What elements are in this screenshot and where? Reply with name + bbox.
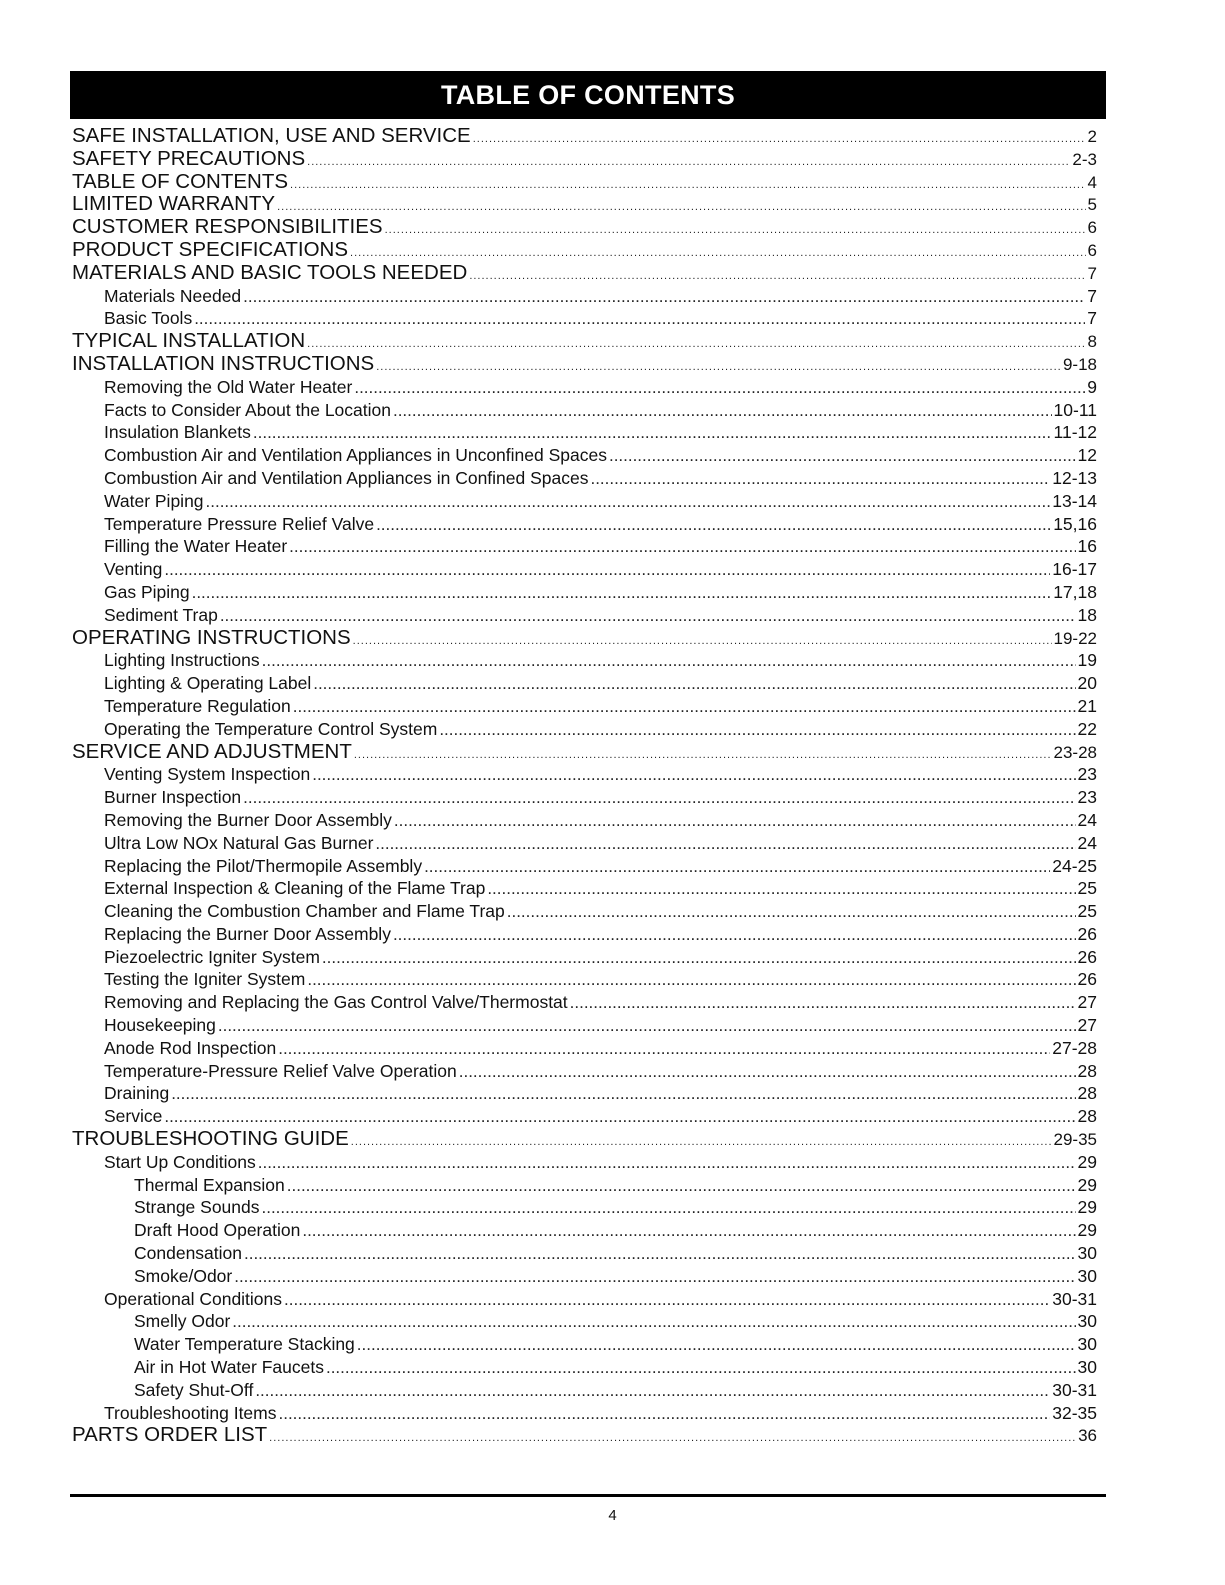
toc-subsection-entry[interactable]	[72, 513, 1097, 536]
dot-leader	[307, 333, 1085, 356]
toc-entry-page: 10-11	[1053, 399, 1097, 420]
toc-entry-title: Strange Sounds	[134, 1197, 260, 1218]
dot-leader	[258, 1152, 1076, 1175]
toc-subsection-entry[interactable]	[72, 581, 1097, 604]
dot-leader	[487, 878, 1075, 901]
toc-subsection-entry[interactable]	[72, 1356, 1097, 1379]
toc-entry-title: Sediment Trap	[104, 604, 218, 625]
toc-entry-title: Start Up Conditions	[104, 1151, 256, 1172]
toc-header	[70, 71, 1106, 119]
toc-section-entry[interactable]	[72, 193, 1097, 216]
toc-entry-title: TROUBLESHOOTING GUIDE	[72, 1127, 349, 1151]
toc-entry-page: 36	[1078, 1426, 1097, 1446]
toc-entry-title: Draft Hood Operation	[134, 1220, 301, 1241]
dot-leader	[357, 1334, 1076, 1357]
toc-entry-title: Safety Shut-Off	[134, 1379, 254, 1400]
dot-leader	[307, 151, 1070, 174]
dot-leader	[164, 559, 1050, 582]
dot-leader	[284, 1289, 1050, 1312]
toc-section-entry[interactable]	[72, 1128, 1097, 1151]
dot-leader	[469, 265, 1085, 288]
toc-entry-page: 29	[1077, 1220, 1097, 1241]
toc-section-entry[interactable]	[72, 148, 1097, 171]
toc-entry-page: 4	[1087, 172, 1097, 192]
dot-leader	[262, 650, 1076, 673]
toc-entry-title: Water Temperature Stacking	[134, 1334, 355, 1355]
toc-entry-page: 18	[1077, 604, 1097, 625]
toc-entry-title: Materials Needed	[104, 285, 242, 306]
toc-entry-page: 6	[1087, 240, 1097, 260]
toc-entry-page: 30-31	[1052, 1379, 1097, 1400]
toc-entry-title: Troubleshooting Items	[104, 1402, 277, 1423]
toc-section-entry[interactable]	[72, 239, 1097, 262]
dot-leader	[243, 286, 1085, 309]
toc-entry-page: 2-3	[1072, 149, 1097, 169]
toc-entry-title: TABLE OF CONTENTS	[72, 169, 289, 193]
dot-leader	[253, 422, 1052, 445]
toc-entry-title: Combustion Air and Ventilation Appliances in Unconfined Spaces	[104, 445, 607, 466]
toc-subsection-entry[interactable]	[72, 558, 1097, 581]
dot-leader	[353, 630, 1052, 653]
toc-subsection-entry[interactable]	[72, 1379, 1097, 1402]
page-number: 4	[608, 1507, 617, 1524]
toc-entry-page: 30	[1077, 1334, 1097, 1355]
toc-entry-title: TYPICAL INSTALLATION	[72, 329, 306, 353]
toc-entry-page: 11-12	[1053, 422, 1097, 443]
dot-leader	[194, 308, 1085, 331]
dot-leader	[507, 901, 1076, 924]
dot-leader	[393, 924, 1076, 947]
footer-divider	[70, 1494, 1106, 1497]
toc-subsection-entry[interactable]	[72, 1288, 1097, 1311]
toc-entry-title: Testing the Igniter System	[104, 969, 306, 990]
toc-entry-page: 9	[1087, 376, 1097, 397]
dot-leader	[287, 1175, 1076, 1198]
toc-subsection-entry[interactable]	[72, 1265, 1097, 1288]
dot-leader	[279, 1403, 1051, 1426]
toc-entry-page: 29	[1077, 1197, 1097, 1218]
toc-entry-page: 30	[1077, 1243, 1097, 1264]
toc-subsection-entry[interactable]	[72, 376, 1097, 399]
toc-title: TABLE OF CONTENTS	[440, 80, 736, 110]
toc-subsection-entry[interactable]	[72, 718, 1097, 741]
dot-leader	[322, 947, 1076, 970]
toc-entry-page: 26	[1077, 969, 1097, 990]
toc-subsection-entry[interactable]	[72, 763, 1097, 786]
toc-entry-page: 30	[1077, 1357, 1097, 1378]
dot-leader	[302, 1220, 1075, 1243]
dot-leader	[376, 514, 1051, 537]
dot-leader	[220, 605, 1076, 628]
toc-entry-page: 12	[1077, 445, 1097, 466]
toc-subsection-entry[interactable]	[72, 421, 1097, 444]
toc-entry-page: 7	[1087, 308, 1097, 329]
dot-leader	[393, 400, 1052, 423]
dot-leader	[394, 810, 1076, 833]
dot-leader	[307, 969, 1075, 992]
toc-entry-title: Gas Piping	[104, 581, 190, 602]
toc-entry-page: 32-35	[1052, 1402, 1097, 1423]
dot-leader	[385, 219, 1086, 242]
toc-subsection-entry[interactable]	[72, 877, 1097, 900]
toc-subsection-entry[interactable]	[72, 1014, 1097, 1037]
dot-leader	[590, 468, 1050, 491]
toc-subsection-entry[interactable]	[72, 786, 1097, 809]
dot-leader	[326, 1357, 1076, 1380]
toc-subsection-entry[interactable]	[72, 1310, 1097, 1333]
toc-entry-title: Smoke/Odor	[134, 1265, 233, 1286]
toc-entry-title: Smelly Odor	[134, 1311, 231, 1332]
toc-entry-title: MATERIALS AND BASIC TOOLS NEEDED	[72, 260, 468, 284]
toc-subsection-entry[interactable]	[72, 832, 1097, 855]
toc-subsection-entry[interactable]	[72, 809, 1097, 832]
toc-entry-title: Operating the Temperature Control System	[104, 718, 438, 739]
toc-entry-page: 29-35	[1053, 1130, 1097, 1150]
toc-entry-title: PARTS ORDER LIST	[72, 1423, 268, 1447]
toc-section-entry[interactable]	[72, 627, 1097, 650]
toc-entry-page: 30	[1077, 1265, 1097, 1286]
dot-leader	[218, 1015, 1076, 1038]
toc-entry-title: CUSTOMER RESPONSIBILITIES	[72, 215, 383, 239]
dot-leader	[243, 787, 1075, 810]
toc-entry-title: Anode Rod Inspection	[104, 1037, 277, 1058]
toc-entry-title: Temperature Pressure Relief Valve	[104, 513, 375, 534]
toc-list	[72, 125, 1097, 1447]
toc-entry-page: 16-17	[1052, 559, 1097, 580]
toc-entry-page: 29	[1077, 1151, 1097, 1172]
toc-entry-title: Housekeeping	[104, 1015, 216, 1036]
toc-section-entry[interactable]	[72, 262, 1097, 285]
toc-entry-title: Burner Inspection	[104, 787, 242, 808]
dot-leader	[206, 491, 1051, 514]
toc-subsection-entry[interactable]	[72, 444, 1097, 467]
toc-section-entry[interactable]	[72, 330, 1097, 353]
toc-entry-page: 21	[1077, 695, 1097, 716]
dot-leader	[255, 1380, 1050, 1403]
toc-subsection-entry[interactable]	[72, 923, 1097, 946]
toc-subsection-entry[interactable]	[72, 695, 1097, 718]
toc-entry-page: 29	[1077, 1174, 1097, 1195]
toc-entry-title: Service	[104, 1106, 163, 1127]
toc-entry-page: 24	[1077, 809, 1097, 830]
toc-entry-title: PRODUCT SPECIFICATIONS	[72, 237, 349, 261]
toc-entry-page: 6	[1087, 218, 1097, 238]
toc-entry-page: 22	[1077, 718, 1097, 739]
toc-entry-title: Water Piping	[104, 490, 204, 511]
toc-entry-page: 19	[1077, 650, 1097, 671]
toc-entry-page: 8	[1087, 332, 1097, 352]
toc-entry-title: LIMITED WARRANTY	[72, 192, 276, 216]
toc-subsection-entry[interactable]	[72, 946, 1097, 969]
dot-leader	[351, 1131, 1052, 1154]
toc-entry-page: 30	[1077, 1311, 1097, 1332]
dot-leader	[459, 1061, 1076, 1084]
dot-leader	[375, 833, 1075, 856]
toc-entry-page: 27	[1077, 1015, 1097, 1036]
toc-entry-title: Temperature-Pressure Relief Valve Operation	[104, 1060, 457, 1081]
dot-leader	[277, 196, 1085, 219]
toc-subsection-entry[interactable]	[72, 991, 1097, 1014]
toc-subsection-entry[interactable]	[72, 285, 1097, 308]
toc-entry-title: Insulation Blankets	[104, 422, 251, 443]
toc-entry-page: 27-28	[1052, 1037, 1097, 1058]
toc-entry-page: 26	[1077, 923, 1097, 944]
toc-subsection-entry[interactable]	[72, 1219, 1097, 1242]
toc-entry-page: 23	[1077, 787, 1097, 808]
toc-entry-page: 13-14	[1052, 490, 1097, 511]
dot-leader	[570, 992, 1076, 1015]
toc-section-entry[interactable]	[72, 171, 1097, 194]
toc-entry-page: 9-18	[1062, 354, 1097, 374]
toc-entry-title: SAFETY PRECAUTIONS	[72, 146, 306, 170]
toc-section-entry[interactable]	[72, 741, 1097, 764]
toc-subsection-entry[interactable]	[72, 968, 1097, 991]
toc-entry-title: Lighting Instructions	[104, 650, 260, 671]
toc-entry-page: 7	[1087, 263, 1097, 283]
dot-leader	[609, 445, 1076, 468]
toc-entry-page: 28	[1077, 1083, 1097, 1104]
toc-entry-page: 15,16	[1053, 513, 1097, 534]
toc-entry-page: 26	[1077, 946, 1097, 967]
dot-leader	[424, 856, 1050, 879]
toc-subsection-entry[interactable]	[72, 1105, 1097, 1128]
dot-leader	[244, 1243, 1076, 1266]
toc-subsection-entry[interactable]	[72, 1333, 1097, 1356]
toc-subsection-entry[interactable]	[72, 1196, 1097, 1219]
toc-subsection-entry[interactable]	[72, 1402, 1097, 1425]
toc-entry-title: Temperature Regulation	[104, 695, 291, 716]
toc-entry-page: 20	[1077, 673, 1097, 694]
toc-subsection-entry[interactable]	[72, 900, 1097, 923]
toc-entry-page: 27	[1077, 992, 1097, 1013]
toc-subsection-entry[interactable]	[72, 307, 1097, 330]
toc-subsection-entry[interactable]	[72, 1174, 1097, 1197]
toc-subsection-entry[interactable]	[72, 535, 1097, 558]
toc-subsection-entry[interactable]	[72, 649, 1097, 672]
toc-subsection-entry[interactable]	[72, 490, 1097, 513]
toc-section-entry[interactable]	[72, 125, 1097, 148]
dot-leader	[262, 1197, 1076, 1220]
toc-entry-page: 25	[1077, 878, 1097, 899]
toc-entry-title: Air in Hot Water Faucets	[134, 1357, 324, 1378]
dot-leader	[164, 1106, 1075, 1129]
toc-subsection-entry[interactable]	[72, 855, 1097, 878]
toc-entry-page: 25	[1077, 901, 1097, 922]
toc-subsection-entry[interactable]	[72, 1242, 1097, 1265]
toc-entry-title: SAFE INSTALLATION, USE AND SERVICE	[72, 124, 471, 147]
toc-entry-title: Thermal Expansion	[134, 1174, 285, 1195]
toc-entry-title: Operational Conditions	[104, 1288, 283, 1309]
toc-subsection-entry[interactable]	[72, 1037, 1097, 1060]
toc-entry-page: 24	[1077, 832, 1097, 853]
toc-entry-page: 7	[1087, 285, 1097, 306]
toc-entry-page: 28	[1077, 1060, 1097, 1081]
toc-entry-page: 17,18	[1053, 581, 1097, 602]
toc-entry-page: 28	[1077, 1106, 1097, 1127]
dot-leader	[232, 1311, 1075, 1334]
toc-entry-title: Draining	[104, 1083, 170, 1104]
toc-entry-title: Basic Tools	[104, 308, 193, 329]
toc-entry-page: 16	[1077, 536, 1097, 557]
toc-entry-title: Facts to Consider About the Location	[104, 399, 391, 420]
toc-entry-title: Replacing the Pilot/Thermopile Assembly	[104, 855, 423, 876]
dot-leader	[192, 582, 1052, 605]
dot-leader	[473, 128, 1086, 151]
toc-entry-title: SERVICE AND ADJUSTMENT	[72, 739, 352, 763]
toc-subsection-entry[interactable]	[72, 672, 1097, 695]
dot-leader	[234, 1266, 1075, 1289]
toc-entry-title: Piezoelectric Igniter System	[104, 946, 320, 967]
dot-leader	[354, 744, 1052, 767]
toc-entry-title: Removing and Replacing the Gas Control Valve/Thermostat	[104, 992, 568, 1013]
dot-leader	[290, 174, 1086, 197]
dot-leader	[312, 764, 1075, 787]
toc-entry-title: Replacing the Burner Door Assembly	[104, 923, 391, 944]
toc-entry-title: Combustion Air and Ventilation Appliances in Confined Spaces	[104, 467, 589, 488]
toc-subsection-entry[interactable]	[72, 1151, 1097, 1174]
toc-entry-title: Removing the Burner Door Assembly	[104, 809, 392, 830]
dot-leader	[289, 536, 1075, 559]
toc-entry-title: Filling the Water Heater	[104, 536, 288, 557]
toc-entry-page: 24-25	[1052, 855, 1097, 876]
toc-entry-title: Cleaning the Combustion Chamber and Flame Trap	[104, 901, 505, 922]
toc-entry-page: 30-31	[1052, 1288, 1097, 1309]
toc-section-entry[interactable]	[72, 353, 1097, 376]
toc-subsection-entry[interactable]	[72, 604, 1097, 627]
toc-entry-page: 2	[1087, 127, 1097, 146]
toc-entry-page: 12-13	[1052, 467, 1097, 488]
toc-subsection-entry[interactable]	[72, 1082, 1097, 1105]
dot-leader	[269, 1427, 1076, 1450]
toc-subsection-entry[interactable]	[72, 1060, 1097, 1083]
dot-leader	[293, 696, 1076, 719]
dot-leader	[171, 1083, 1075, 1106]
toc-entry-title: Ultra Low NOx Natural Gas Burner	[104, 832, 374, 853]
toc-subsection-entry[interactable]	[72, 399, 1097, 422]
toc-entry-page: 19-22	[1053, 628, 1097, 648]
toc-entry-title: External Inspection & Cleaning of the Flame Trap	[104, 878, 486, 899]
dot-leader	[278, 1038, 1050, 1061]
toc-entry-page: 5	[1087, 195, 1097, 215]
toc-entry-title: Venting	[104, 559, 163, 580]
toc-subsection-entry[interactable]	[72, 467, 1097, 490]
dot-leader	[313, 673, 1075, 696]
toc-entry-title: Venting System Inspection	[104, 764, 311, 785]
toc-entry-page: 23	[1077, 764, 1097, 785]
dot-leader	[354, 377, 1085, 400]
toc-entry-title: INSTALLATION INSTRUCTIONS	[72, 351, 375, 375]
toc-entry-title: Lighting & Operating Label	[104, 673, 312, 694]
toc-entry-page: 23-28	[1053, 742, 1097, 762]
dot-leader	[376, 356, 1061, 379]
toc-entry-title: OPERATING INSTRUCTIONS	[72, 625, 351, 649]
dot-leader	[439, 719, 1075, 742]
toc-entry-title: Removing the Old Water Heater	[104, 376, 353, 397]
toc-entry-title: Condensation	[134, 1243, 242, 1264]
toc-section-entry[interactable]	[72, 216, 1097, 239]
toc-section-entry[interactable]	[72, 1424, 1097, 1447]
